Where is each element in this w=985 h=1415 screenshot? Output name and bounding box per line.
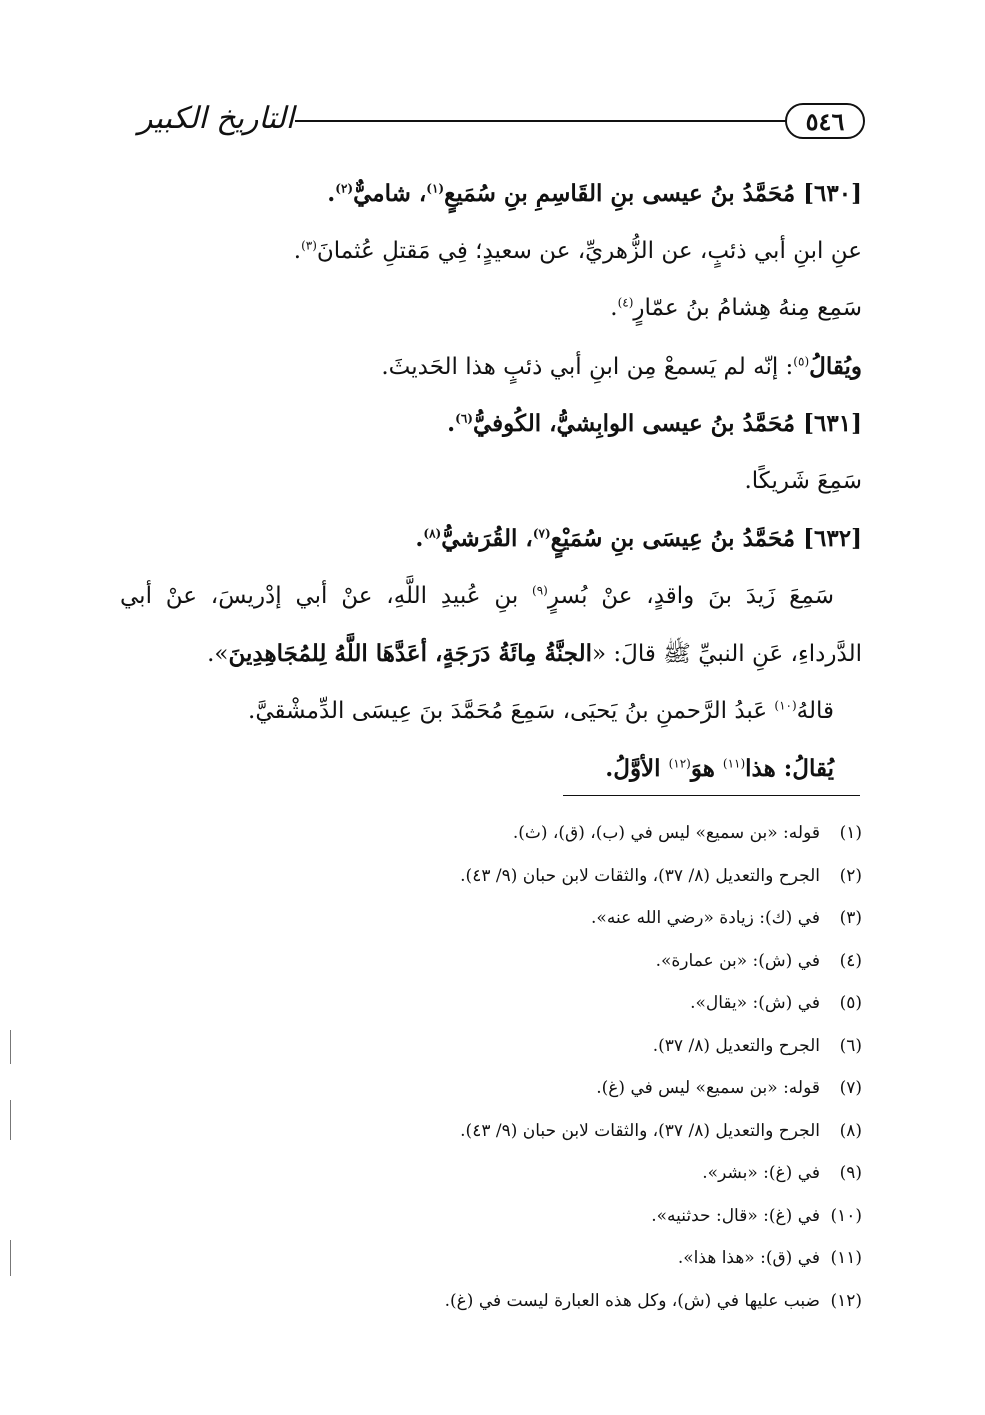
footnote-ref: (١٢) xyxy=(668,756,691,771)
footnote-8 xyxy=(300,1110,862,1153)
footnote-text: الجرح والتعديل (٨/ ٣٧)، والثقات لابن حبان (٩/ ٤٣). xyxy=(460,865,820,886)
footnote-ref: (٣) xyxy=(301,237,317,252)
text-line: سَمِعَ زَيدَ بنَ واقدٍ، عنْ بُسرٍ xyxy=(547,582,834,609)
narrator-nisba: ، القُرَشيُّ xyxy=(441,525,533,552)
text-line: : إنّه لم يَسمعْ مِن ابنِ أبي ذئبٍ هذا الحَديثَ. xyxy=(381,353,794,380)
footnote-text: في (ك): زيادة «رضي الله عنه». xyxy=(591,908,820,928)
footnote-number: (٧) xyxy=(839,1078,862,1098)
footnote-text: الجرح والتعديل (٨/ ٣٧)، والثقات لابن حبان (٩/ ٤٣). xyxy=(460,1120,820,1141)
footnote-5 xyxy=(300,982,862,1025)
footnote-number: (٨) xyxy=(839,1120,862,1141)
text-line: هوَ xyxy=(690,755,723,782)
footnote-ref: (١١) xyxy=(722,756,746,771)
footnote-ref: (١٠) xyxy=(774,697,797,712)
text-line: قالهُ xyxy=(796,697,834,724)
footnote-text: قوله: «بن سميع» ليس في (ب)، (ق)، (ث). xyxy=(512,823,820,843)
footnote-ref: (٢) xyxy=(335,181,354,196)
footnote-12 xyxy=(300,1280,862,1323)
text-line: سَمِعَ شَريكًا. xyxy=(744,467,862,494)
main-text xyxy=(120,165,862,798)
entry-631-line-1 xyxy=(120,453,862,511)
footnote-number: (١٢) xyxy=(830,1290,862,1311)
page-number-badge xyxy=(785,103,865,139)
footnote-text: قوله: «بن سميع» ليس في (غ). xyxy=(596,1078,820,1098)
footnote-number: (١٠) xyxy=(830,1205,862,1226)
narrator-name: مُحَمَّدُ بنُ عيسى الوابِشيُّ، الكُوفيُّ xyxy=(472,410,796,437)
footnote-text: في (غ): «بشر». xyxy=(702,1163,820,1183)
narrator-nisba: ، شاميٌّ xyxy=(353,180,427,207)
text-line: عنِ ابنِ أبي ذئبٍ، عن الزُّهريِّ، عن سعيدٍ؛ فِي مَقتلِ عُثمانَ xyxy=(316,237,862,264)
narrator-name: مُحَمَّدُ بنُ عيسى بنِ القَاسِمِ بنِ سُمَيعٍ xyxy=(444,180,796,207)
yuqal-label: يُقالُ xyxy=(792,755,834,782)
footnote-text: في (ش): «يقال». xyxy=(690,993,820,1013)
entry-number: [٦٣٢] xyxy=(803,525,862,552)
footnote-separator xyxy=(563,795,860,796)
footnote-6 xyxy=(300,1025,862,1068)
footnote-ref: (١) xyxy=(426,181,445,196)
entry-632-line-3 xyxy=(120,683,862,741)
footnote-text: الجرح والتعديل (٨/ ٣٧). xyxy=(652,1035,820,1056)
entry-632-heading xyxy=(120,510,862,568)
footnote-3 xyxy=(300,897,862,940)
footnote-text: في (ق): «هذا هذا». xyxy=(677,1248,820,1268)
scan-margin-mark xyxy=(10,1240,11,1276)
footnote-ref: (٩) xyxy=(532,582,548,597)
footnote-text: في (ش): «بن عمارة». xyxy=(655,950,820,971)
text-line: سَمِع مِنهُ هِشامُ بنُ عمّارٍ xyxy=(633,295,862,321)
text-line: الدَّرداءِ، عَنِ النبيِّ ﷺ قالَ: « xyxy=(591,641,862,667)
text-line: : هذا xyxy=(745,755,793,782)
footnote-text: في (غ): «قال: حدثنيه». xyxy=(651,1205,820,1226)
entry-632-line-4 xyxy=(120,740,862,798)
page-header xyxy=(130,95,865,155)
footnote-number: (١١) xyxy=(830,1248,862,1268)
footnote-2 xyxy=(300,855,862,898)
entry-630-line-1 xyxy=(120,223,862,281)
footnotes xyxy=(300,812,862,1322)
scan-margin-mark xyxy=(10,1030,11,1064)
period: . xyxy=(293,237,302,264)
entry-632-line-2 xyxy=(120,625,862,683)
quote-close: ». xyxy=(207,641,229,667)
footnote-ref: (٤) xyxy=(617,295,634,310)
footnote-number: (٣) xyxy=(839,908,862,928)
footnote-ref: (٦) xyxy=(455,411,473,426)
footnote-ref: (٧) xyxy=(532,526,551,541)
page-number: ٥٤٦ xyxy=(805,106,845,136)
text-line: بنِ عُبيدِ اللَّهِ، عنْ أبي إدْريسَ، عنْ أبي xyxy=(120,582,533,609)
footnote-4 xyxy=(300,940,862,983)
footnote-10 xyxy=(300,1195,862,1238)
yuqal-label: ويُقالُ xyxy=(809,352,862,380)
header-rule xyxy=(295,120,805,122)
entry-number: [٦٣٠] xyxy=(803,180,862,207)
footnote-7 xyxy=(300,1067,862,1110)
hadith-text: الجنَّةُ مِائَةُ دَرَجَةٍ، أعَدَّهَا اللَّهُ لِلمُجَاهِدِينَ xyxy=(228,640,592,667)
entry-632-line-1 xyxy=(120,568,862,626)
footnote-number: (١) xyxy=(839,823,862,843)
footnote-ref: (٨) xyxy=(423,526,442,541)
footnote-11 xyxy=(300,1237,862,1280)
footnote-number: (٤) xyxy=(839,950,862,971)
text-line: الأوَّلُ. xyxy=(605,755,669,782)
entry-number: [٦٣١] xyxy=(803,410,862,437)
footnote-ref: (٥) xyxy=(793,353,810,368)
footnote-number: (٦) xyxy=(839,1035,862,1056)
entry-630-line-2 xyxy=(120,280,862,338)
book-title: التاريخ الكبير xyxy=(138,101,295,136)
footnote-number: (٥) xyxy=(839,993,862,1013)
entry-630-heading xyxy=(120,165,862,223)
narrator-name: مُحَمَّدُ بنُ عِيسَى بنِ سُمَيْعٍ xyxy=(550,525,796,552)
period: . xyxy=(447,410,456,437)
footnote-text: ضبب عليها في (ش)، وكل هذه العبارة ليست في (غ). xyxy=(444,1290,820,1311)
footnote-1 xyxy=(300,812,862,855)
period: . xyxy=(327,180,336,207)
footnote-number: (٢) xyxy=(839,865,862,886)
footnote-number: (٩) xyxy=(839,1163,862,1183)
scan-margin-mark xyxy=(10,1100,11,1140)
footnote-9 xyxy=(300,1152,862,1195)
period: . xyxy=(610,295,618,321)
entry-631-heading xyxy=(120,395,862,453)
period: . xyxy=(415,525,424,552)
text-line: عَبدُ الرَّحمنِ بنُ يَحيَى، سَمِعَ مُحَمَّدَ بنَ عِيسَى الدِّمشْقيَّ. xyxy=(248,697,775,724)
entry-630-line-3 xyxy=(120,338,862,396)
